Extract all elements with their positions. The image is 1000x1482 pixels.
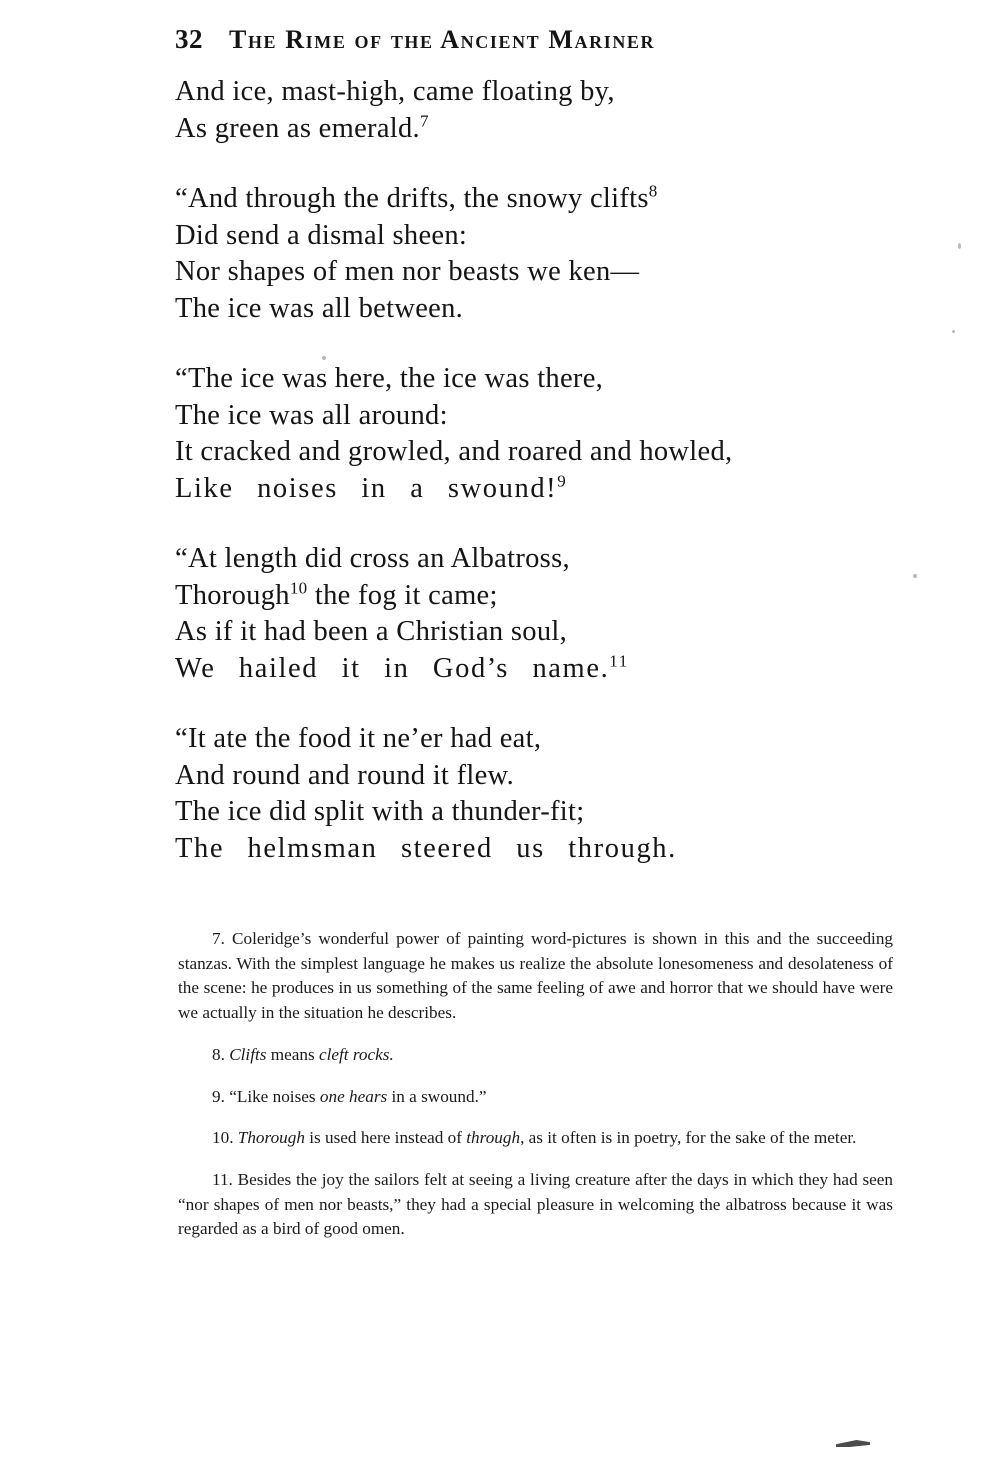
print-speck [958, 243, 961, 249]
poem-line: “And through the drifts, the snowy clifts$^8$ [175, 181, 658, 214]
poem-line: The helmsman steered us through. [175, 832, 677, 864]
stanza-5 [175, 721, 875, 867]
print-speck [952, 330, 955, 333]
running-head [175, 24, 870, 55]
stanza-3 [175, 361, 875, 507]
footnote-italic-term: one hears [319, 1086, 388, 1106]
poem-line: It cracked and growled, and roared and howled, [175, 436, 733, 467]
poem-line: Nor shapes of men nor beasts we ken— [175, 256, 640, 287]
footnote-ref-7[interactable]: 7 [419, 111, 429, 130]
footnote-10: 10. Thorough is used here instead of through, as it often is in poetry, for the sake of the meter. [212, 1128, 857, 1148]
poem-line: The ice was all between. [175, 292, 464, 324]
stanza-2 [175, 181, 875, 327]
poem-line: The ice was all around: [175, 399, 448, 431]
poem-line: “The ice was here, the ice was there, [175, 363, 604, 394]
footnote-number: 11. [212, 1170, 233, 1190]
stanza-4 [175, 541, 875, 687]
poem-line: As if it had been a Christian soul, [175, 616, 568, 647]
footnote-number: 9. [212, 1086, 225, 1106]
footnote-italic-term: Clifts [229, 1044, 267, 1064]
poem-line: And round and round it flew. [175, 759, 514, 791]
footnote-italic-gloss: cleft rocks. [318, 1044, 394, 1064]
footnotes-block [178, 910, 893, 1242]
footnote-number: 10. [212, 1128, 234, 1148]
footnote-italic-gloss: through [466, 1128, 521, 1148]
poem-line: Thorough$^{10}$ the fog it came; [175, 578, 498, 611]
poem-line: As green as emerald.$^7$ [175, 111, 429, 144]
poem-line: Like noises in a swound!$^9$ [175, 471, 568, 504]
footnote-text: Besides the joy the sailors felt at seeing a living creature after the days in which they had seen “nor shapes of men nor beasts,” they had a special pleasure in welcoming the albatross because it was regarded as a bird of good omen. [178, 1170, 894, 1239]
footnote-ref-11[interactable]: 11 [609, 651, 629, 670]
footnote-7 [178, 927, 893, 1025]
footnote-text: Coleridge’s wonderful power of painting word-pictures is shown in this and the succeeding stanzas. With the simplest language he makes us realize the absolute lonesomeness and desolateness of the scene: he produces in us something of the same feeling of awe and horror that we should have were we actually in the situation he describes. [178, 929, 894, 1022]
poem-line: The ice did split with a thunder-fit; [175, 796, 585, 827]
print-speck [913, 574, 917, 578]
poem-line: Did send a dismal sheen: [175, 219, 468, 251]
poem-body [175, 74, 875, 901]
footnote-ref-8[interactable]: 8 [648, 181, 658, 201]
poem-line: “At length did cross an Albatross, [175, 543, 570, 574]
footnote-number: 8. [212, 1044, 225, 1064]
stanza-1 [175, 74, 875, 147]
poem-line: “It ate the food it ne’er had eat, [175, 723, 542, 754]
footnote-9: 9. “Like noises one hears in a swound.” [212, 1086, 487, 1106]
footnote-italic-term: Thorough [237, 1128, 305, 1148]
page-number: 32 [175, 24, 203, 54]
footnote-ref-9[interactable]: 9 [557, 471, 568, 490]
footnote-8: 8. Clifts means cleft rocks. [212, 1044, 394, 1064]
footnote-number: 7. [212, 929, 225, 949]
poem-line: And ice, mast-high, came floating by, [175, 76, 615, 107]
page-tail-ornament [836, 1440, 870, 1447]
print-speck [322, 356, 326, 360]
footnote-11 [178, 1168, 893, 1242]
running-title: The Rime of the Ancient Mariner [229, 25, 656, 54]
footnote-ref-10[interactable]: 10 [289, 578, 308, 597]
poem-line: We hailed it in God’s name.$^{11}$ [175, 651, 629, 684]
